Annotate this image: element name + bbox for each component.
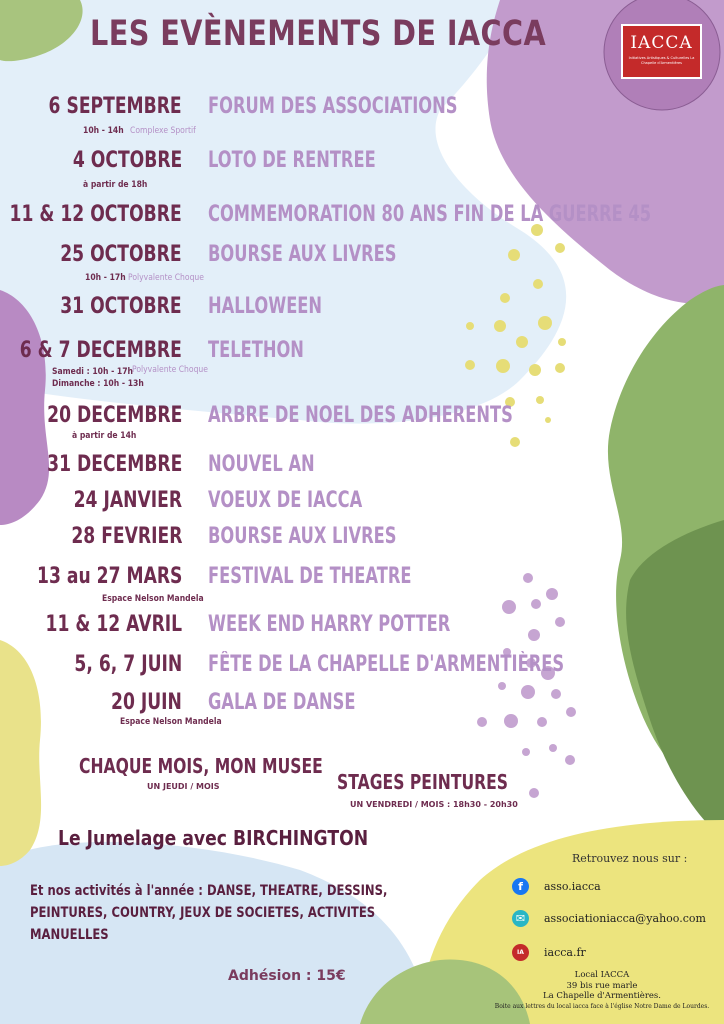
event-date: 20 JUIN	[111, 690, 182, 715]
dot	[533, 279, 543, 289]
page-title: LES EVÈNEMENTS DE IACCA	[90, 14, 547, 54]
event-name: LOTO DE RENTREE	[208, 148, 376, 173]
event-row	[0, 202, 724, 232]
event-time: à partir de 14h	[72, 431, 137, 441]
facebook-handle: asso.iacca	[544, 880, 601, 893]
musee-title: CHAQUE MOIS, MON MUSEE	[79, 754, 323, 778]
event-row	[0, 452, 724, 482]
address-line: 39 bis rue marle	[566, 980, 638, 991]
dot	[529, 788, 539, 798]
event-place: Espace Nelson Mandela	[120, 717, 222, 727]
event-name: BOURSE AUX LIVRES	[208, 524, 397, 549]
facebook-icon: f	[512, 878, 529, 895]
event-name: WEEK END HARRY POTTER	[208, 612, 451, 637]
event-time-2: Dimanche : 10h - 13h	[52, 379, 144, 389]
event-date: 13 au 27 MARS	[36, 564, 182, 589]
event-row	[0, 294, 724, 324]
event-place: Polyvalente Choque	[128, 273, 204, 283]
event-date: 28 FEVRIER	[70, 524, 182, 549]
event-date: 25 OCTOBRE	[60, 242, 182, 267]
logo-name: IACCA	[630, 33, 693, 53]
stages-title: STAGES PEINTURES	[337, 770, 509, 794]
event-place: Polyvalente Choque	[132, 365, 208, 375]
event-name: COMMEMORATION 80 ANS FIN DE LA GUERRE 45	[208, 202, 652, 227]
address-line: La Chapelle d'Armentières.	[543, 991, 661, 1001]
website-icon: IA	[512, 944, 529, 961]
event-row	[0, 652, 724, 682]
event-date: 6 & 7 DECEMBRE	[19, 338, 182, 363]
event-time: Samedi : 10h - 17h	[52, 367, 134, 377]
logo-subtitle: Initiatives Artistiques & Culturelles La Chapelle d'Armentières	[628, 56, 695, 65]
event-row	[0, 242, 724, 283]
event-date: 11 & 12 AVRIL	[45, 612, 182, 637]
event-date: 5, 6, 7 JUIN	[74, 652, 182, 677]
adhesion-price: Adhésion : 15€	[228, 968, 346, 984]
event-name: GALA DE DANSE	[208, 690, 356, 715]
event-row	[0, 148, 724, 190]
address-line: Boite aux lettres du local iacca face à l'église Notre Dame de Lourdes.	[494, 1002, 710, 1010]
event-date: 20 DECEMBRE	[46, 403, 182, 428]
dot	[498, 682, 506, 690]
event-name: ARBRE DE NOEL DES ADHERENTS	[208, 403, 513, 428]
event-name: HALLOWEEN	[208, 294, 323, 319]
email-address: associationiacca@yahoo.com	[544, 912, 706, 925]
event-row	[0, 524, 724, 554]
event-date: 6 SEPTEMBRE	[48, 94, 182, 119]
event-time: 10h - 14h	[83, 126, 124, 136]
address	[480, 970, 724, 1012]
dot	[531, 599, 541, 609]
address-line: Local IACCA	[574, 970, 630, 980]
event-row	[0, 612, 724, 642]
event-time: 10h - 17h	[85, 273, 126, 283]
stages-detail: UN VENDREDI / MOIS : 18h30 - 20h30	[350, 800, 518, 809]
event-name: NOUVEL AN	[208, 452, 315, 477]
event-date: 31 OCTOBRE	[60, 294, 182, 319]
event-time: à partir de 18h	[83, 180, 148, 190]
contact-title: Retrouvez nous sur :	[572, 852, 688, 865]
dot	[565, 755, 575, 765]
dot	[522, 748, 530, 756]
event-date: 24 JANVIER	[73, 488, 182, 513]
event-row	[0, 338, 724, 389]
email-icon: ✉	[512, 910, 529, 927]
event-date: 31 DECEMBRE	[46, 452, 182, 477]
event-name: TELETHON	[208, 338, 304, 363]
event-name: FESTIVAL DE THEATRE	[208, 564, 412, 589]
event-name: BOURSE AUX LIVRES	[208, 242, 397, 267]
event-name: FÊTE DE LA CHAPELLE D'ARMENTIÈRES	[208, 652, 565, 677]
event-row	[0, 564, 724, 604]
event-place: Espace Nelson Mandela	[102, 594, 204, 604]
event-row	[0, 690, 724, 727]
event-row	[0, 488, 724, 518]
event-row	[0, 94, 724, 136]
website-url: iacca.fr	[544, 946, 586, 959]
purple-dots	[477, 573, 576, 798]
jumelage-text: Le Jumelage avec BIRCHINGTON	[58, 826, 369, 850]
event-place: Complexe Sportif	[130, 126, 196, 136]
event-name: FORUM DES ASSOCIATIONS	[208, 94, 458, 119]
event-date: 11 & 12 OCTOBRE	[9, 202, 182, 227]
event-row	[0, 403, 724, 441]
dot	[549, 744, 557, 752]
event-name: VOEUX DE IACCA	[208, 488, 363, 513]
activities-text: Et nos activités à l'année : DANSE, THEATRE, DESSINS, PEINTURES, COUNTRY, JEUX DE SOCIETES, ACTIVITES MANUELLES	[30, 883, 388, 943]
iacca-logo	[621, 24, 702, 79]
event-date: 4 OCTOBRE	[72, 148, 182, 173]
musee-detail: UN JEUDI / MOIS	[147, 782, 220, 791]
dot	[510, 437, 520, 447]
